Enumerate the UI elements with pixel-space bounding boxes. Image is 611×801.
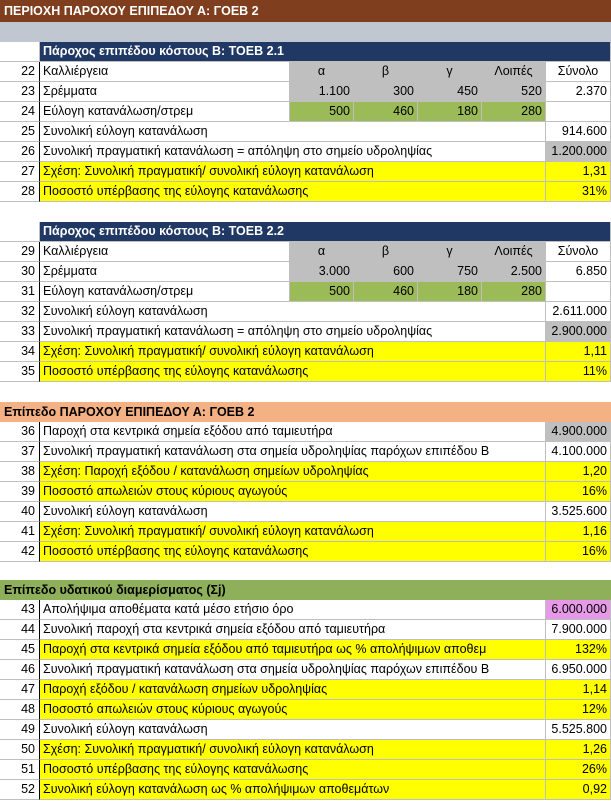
row-label: Ποσοστό υπέρβασης της εύλογης κατανάλωσης	[40, 362, 546, 382]
row-label: Συνολική πραγματική κατανάλωση = απόληψη στο σημείο υδροληψίας	[40, 322, 546, 342]
row-number: 37	[0, 442, 40, 462]
cell-total[interactable]: 6.850	[546, 262, 611, 282]
row-number: 32	[0, 302, 40, 322]
row-label: Σχέση: Συνολική πραγματική/ συνολική εύλογη κατανάλωση	[40, 740, 546, 760]
row-number: 33	[0, 322, 40, 342]
col-header-total: Σύνολο	[546, 62, 611, 82]
row-number: 30	[0, 262, 40, 282]
cell-g[interactable]: 180	[418, 282, 482, 302]
row-44	[0, 620, 611, 640]
row-label: Συνολική εύλογη κατανάλωση	[40, 122, 546, 142]
cell-value[interactable]: 11%	[546, 362, 611, 382]
row-label: Παροχή εξόδου / κατανάλωση σημείων υδροληψίας	[40, 680, 546, 700]
row-26	[0, 142, 611, 162]
cell-value[interactable]: 1,26	[546, 740, 611, 760]
cell-value[interactable]: 3.525.600	[546, 502, 611, 522]
row-27	[0, 162, 611, 182]
row-25	[0, 122, 611, 142]
row-label: Συνολική εύλογη κατανάλωση	[40, 302, 546, 322]
row-number: 36	[0, 422, 40, 442]
cell-a[interactable]: 1.100	[290, 82, 354, 102]
row-number: 39	[0, 482, 40, 502]
row-number: 41	[0, 522, 40, 542]
cell-value[interactable]: 2.611.000	[546, 302, 611, 322]
row-label: Καλλιέργεια	[40, 62, 290, 82]
row-number: 43	[0, 600, 40, 620]
cell-other[interactable]: 280	[482, 102, 546, 122]
col-header-a: α	[290, 242, 354, 262]
row-37	[0, 442, 611, 462]
cell-total[interactable]: 2.370	[546, 82, 611, 102]
row-label: Συνολική πραγματική κατανάλωση στα σημεία υδροληψίας παρόχων επιπέδου Β	[40, 442, 546, 462]
cell-b[interactable]: 460	[354, 282, 418, 302]
cell-other[interactable]: 280	[482, 282, 546, 302]
row-number: 51	[0, 760, 40, 780]
row-number: 52	[0, 780, 40, 800]
col-header-other: Λοιπές	[482, 62, 546, 82]
row-52	[0, 780, 611, 800]
row-22	[0, 62, 611, 82]
row-24	[0, 102, 611, 122]
cell-value[interactable]: 1,14	[546, 680, 611, 700]
cell-value[interactable]: 132%	[546, 640, 611, 660]
row-number: 46	[0, 660, 40, 680]
col-header-g: γ	[418, 242, 482, 262]
row-label: Συνολική παροχή στα κεντρικά σημεία εξόδου από ταμιευτήρα	[40, 620, 546, 640]
row-number: 29	[0, 242, 40, 262]
row-number: 38	[0, 462, 40, 482]
cell-a[interactable]: 3.000	[290, 262, 354, 282]
row-label: Συνολική εύλογη κατανάλωση	[40, 720, 546, 740]
cell-a[interactable]: 500	[290, 282, 354, 302]
row-number: 26	[0, 142, 40, 162]
cell-value[interactable]: 2.900.000	[546, 322, 611, 342]
cell-other[interactable]: 520	[482, 82, 546, 102]
row-label: Σρέμματα	[40, 82, 290, 102]
row-number: 47	[0, 680, 40, 700]
row-label: Εύλογη κατανάλωση/στρεμ	[40, 282, 290, 302]
section1-header: Πάροχος επιπέδου κόστους Β: ΤΟΕΒ 2.1	[40, 42, 611, 62]
title-gap-row	[0, 22, 611, 42]
row-32	[0, 302, 611, 322]
section2-header-row	[0, 222, 611, 242]
row-label: Ποσοστό υπέρβασης της εύλογης κατανάλωσης	[40, 182, 546, 202]
row-33	[0, 322, 611, 342]
cell-value[interactable]: 1.200.000	[546, 142, 611, 162]
col-header-other: Λοιπές	[482, 242, 546, 262]
row-41	[0, 522, 611, 542]
row-number: 35	[0, 362, 40, 382]
col-header-b: β	[354, 62, 418, 82]
row-label: Ποσοστό υπέρβασης της εύλογης κατανάλωσης	[40, 760, 546, 780]
row-42	[0, 542, 611, 562]
cell-value[interactable]: 4.100.000	[546, 442, 611, 462]
row-label: Καλλιέργεια	[40, 242, 290, 262]
cell-g[interactable]: 450	[418, 82, 482, 102]
col-header-total: Σύνολο	[546, 242, 611, 262]
cell-value[interactable]: 7.900.000	[546, 620, 611, 640]
col-header-a: α	[290, 62, 354, 82]
cell-value[interactable]: 1,16	[546, 522, 611, 542]
row-45	[0, 640, 611, 660]
cell-a[interactable]: 500	[290, 102, 354, 122]
col-header-g: γ	[418, 62, 482, 82]
row-47	[0, 680, 611, 700]
row-number: 22	[0, 62, 40, 82]
cell-value[interactable]: 914.600	[546, 122, 611, 142]
cell-value[interactable]: 1,11	[546, 342, 611, 362]
section4-header: Επίπεδο υδατικού διαμερίσματος (Σj)	[0, 580, 611, 600]
cell-value[interactable]: 26%	[546, 760, 611, 780]
row-label: Σχέση: Συνολική πραγματική/ συνολική εύλογη κατανάλωση	[40, 522, 546, 542]
row-43	[0, 600, 611, 620]
cell-value[interactable]: 1,20	[546, 462, 611, 482]
row-28	[0, 182, 611, 202]
row-label: Σχέση: Παροχή εξόδου / κατανάλωση σημείων υδροληψίας	[40, 462, 546, 482]
cell-value[interactable]: 6.000.000	[546, 600, 611, 620]
row-39	[0, 482, 611, 502]
row-number: 24	[0, 102, 40, 122]
row-30	[0, 262, 611, 282]
row-50	[0, 740, 611, 760]
cell-b[interactable]: 600	[354, 262, 418, 282]
row-label: Ποσοστό απωλειών στους κύριους αγωγούς	[40, 482, 546, 502]
row-48	[0, 700, 611, 720]
row-number: 31	[0, 282, 40, 302]
row-label: Συνολική πραγματική κατανάλωση = απόληψη στο σημείο υδροληψίας	[40, 142, 546, 162]
row-number: 23	[0, 82, 40, 102]
cell-g[interactable]: 750	[418, 262, 482, 282]
row-31	[0, 282, 611, 302]
row-number: 40	[0, 502, 40, 522]
row-number: 34	[0, 342, 40, 362]
row-51	[0, 760, 611, 780]
row-number: 44	[0, 620, 40, 640]
row-number: 25	[0, 122, 40, 142]
section2-header: Πάροχος επιπέδου κόστους Β: ΤΟΕΒ 2.2	[40, 222, 611, 242]
row-23	[0, 82, 611, 102]
row-label: Σχέση: Συνολική πραγματική/ συνολική εύλογη κατανάλωση	[40, 342, 546, 362]
row-label: Συνολική πραγματική κατανάλωση στα σημεία υδροληψίας παρόχων επιπέδου Β	[40, 660, 546, 680]
row-46	[0, 660, 611, 680]
row-label: Παροχή στα κεντρικά σημεία εξόδου από ταμιευτήρα ως % απολήψιμων αποθεμ	[40, 640, 546, 660]
row-49	[0, 720, 611, 740]
row-label: Συνολική εύλογη κατανάλωση ως % απολήψιμων αποθεμάτων	[40, 780, 546, 800]
section3-header: Επίπεδο ΠΑΡΟΧΟΥ ΕΠΙΠΕΔΟΥ Α: ΓΟΕΒ 2	[0, 402, 611, 422]
cell-other[interactable]: 2.500	[482, 262, 546, 282]
row-label: Απολήψιμα αποθέματα κατά μέσο ετήσιο όρο	[40, 600, 546, 620]
sheet-title: ΠΕΡΙΟΧΗ ΠΑΡΟΧΟΥ ΕΠΙΠΕΔΟΥ Α: ΓΟΕΒ 2	[0, 0, 611, 22]
row-number: 48	[0, 700, 40, 720]
cell-b[interactable]: 460	[354, 102, 418, 122]
cell-b[interactable]: 300	[354, 82, 418, 102]
row-label: Εύλογη κατανάλωση/στρεμ	[40, 102, 290, 122]
cell-value[interactable]: 0,92	[546, 780, 611, 800]
row-35	[0, 362, 611, 382]
row-38	[0, 462, 611, 482]
row-34	[0, 342, 611, 362]
row-label: Ποσοστό υπέρβασης της εύλογης κατανάλωσης	[40, 542, 546, 562]
cell-value[interactable]: 16%	[546, 482, 611, 502]
row-40	[0, 502, 611, 522]
cell-value[interactable]: 31%	[546, 182, 611, 202]
row-number: 49	[0, 720, 40, 740]
section1-header-row	[0, 42, 611, 62]
cell-value[interactable]: 12%	[546, 700, 611, 720]
row-label: Παροχή στα κεντρικά σημεία εξόδου από ταμιευτήρα	[40, 422, 546, 442]
row-number: 42	[0, 542, 40, 562]
row-number: 45	[0, 640, 40, 660]
col-header-b: β	[354, 242, 418, 262]
cell-value[interactable]: 4.900.000	[546, 422, 611, 442]
row-label: Ποσοστό απωλειών στους κύριους αγωγούς	[40, 700, 546, 720]
row-number: 28	[0, 182, 40, 202]
cell-value[interactable]: 1,31	[546, 162, 611, 182]
row-label: Συνολική εύλογη κατανάλωση	[40, 502, 546, 522]
cell-value[interactable]: 6.950.000	[546, 660, 611, 680]
row-number: 27	[0, 162, 40, 182]
cell-value[interactable]: 5.525.800	[546, 720, 611, 740]
row-36	[0, 422, 611, 442]
cell-g[interactable]: 180	[418, 102, 482, 122]
row-number: 50	[0, 740, 40, 760]
cell-value[interactable]: 16%	[546, 542, 611, 562]
row-29	[0, 242, 611, 262]
row-label: Σχέση: Συνολική πραγματική/ συνολική εύλογη κατανάλωση	[40, 162, 546, 182]
row-label: Σρέμματα	[40, 262, 290, 282]
